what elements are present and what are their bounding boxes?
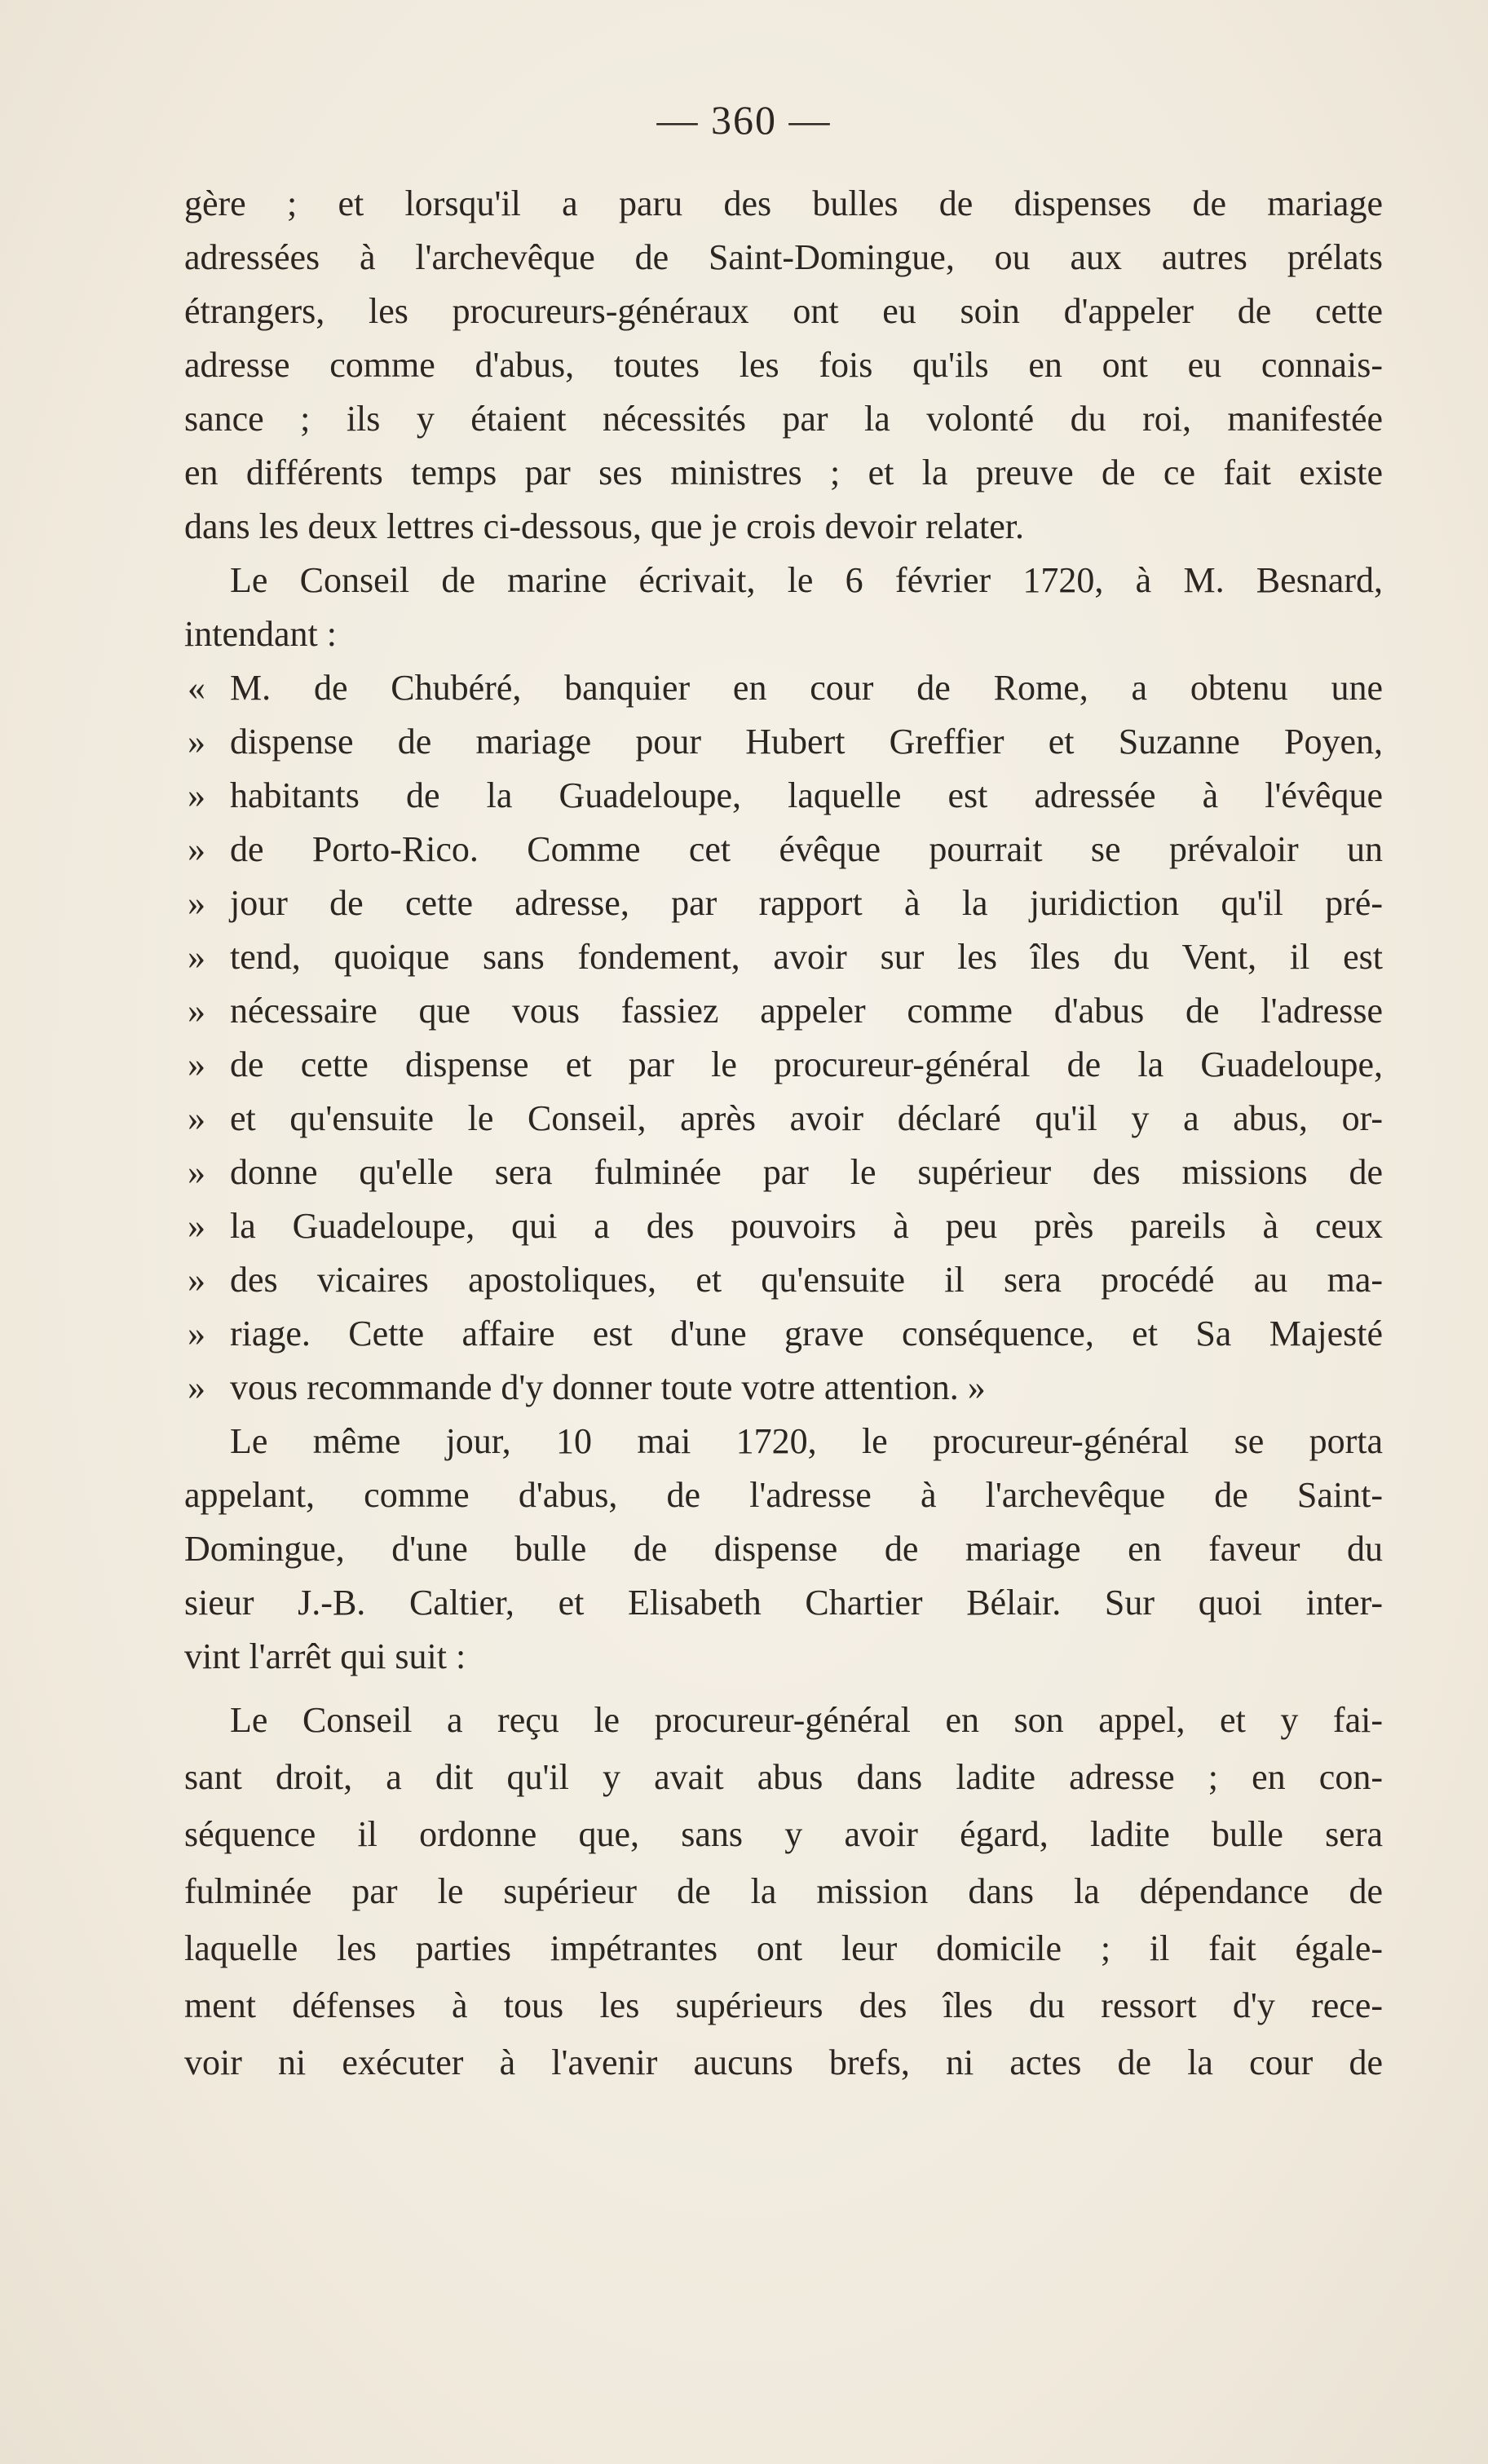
quote-text: et qu'ensuite le Conseil, après avoir déclaré qu'il y a abus, or- <box>230 1098 1383 1138</box>
quote-text: des vicaires apostoliques, et qu'ensuite il sera procédé au ma- <box>230 1260 1383 1300</box>
text-line: voir ni exécuter à l'avenir aucuns brefs, ni actes de la cour de <box>184 2042 1383 2082</box>
quote-line <box>184 1200 1383 1252</box>
quote-line <box>184 1254 1383 1306</box>
text-line: en différents temps par ses ministres ; et la preuve de ce fait existe <box>184 453 1383 492</box>
quote-line <box>184 662 1383 714</box>
quote-continue-mark: » <box>188 1260 205 1300</box>
text-line: séquence il ordonne que, sans y avoir égard, ladite bulle sera <box>184 1814 1383 1854</box>
quote-continue-mark: » <box>188 883 205 923</box>
quote-continue-mark: » <box>188 1098 205 1138</box>
quote-line <box>184 770 1383 822</box>
text-line: vint l'arrêt qui suit : <box>184 1636 466 1676</box>
text-line: intendant : <box>184 614 337 654</box>
quote-text: de Porto-Rico. Comme cet évêque pourrait se prévaloir un <box>230 829 1383 869</box>
quote-continue-mark: » <box>188 722 205 762</box>
quote-continue-mark: » <box>188 1044 205 1084</box>
quote-text: M. de Chubéré, banquier en cour de Rome, a obtenu une <box>230 668 1383 708</box>
quote-text: dispense de mariage pour Hubert Greffier et Suzanne Poyen, <box>230 722 1383 762</box>
quote-line <box>184 1362 1383 1414</box>
quote-line <box>184 1039 1383 1091</box>
text-line: ment défenses à tous les supérieurs des îles du ressort d'y rece- <box>184 1985 1383 2025</box>
text-line: sant droit, a dit qu'il y avait abus dans ladite adresse ; en con- <box>184 1757 1383 1797</box>
quote-line <box>184 1093 1383 1145</box>
text-line: sieur J.-B. Caltier, et Elisabeth Chartier Bélair. Sur quoi inter- <box>184 1583 1383 1623</box>
quote-continue-mark: » <box>188 1152 205 1192</box>
quote-text: tend, quoique sans fondement, avoir sur les îles du Vent, il est <box>230 937 1383 977</box>
text-line: adresse comme d'abus, toutes les fois qu'ils en ont eu connais- <box>184 345 1383 385</box>
text-line: Le Conseil de marine écrivait, le 6 février 1720, à M. Besnard, <box>230 560 1383 600</box>
text-line: Le même jour, 10 mai 1720, le procureur-général se porta <box>230 1421 1383 1461</box>
quote-continue-mark: » <box>188 991 205 1031</box>
text-line: gère ; et lorsqu'il a paru des bulles de dispenses de mariage <box>184 183 1383 223</box>
quote-line <box>184 1146 1383 1199</box>
text-line: étrangers, les procureurs-généraux ont eu soin d'appeler de cette <box>184 291 1383 331</box>
text-line: Le Conseil a reçu le procureur-général en son appel, et y fai- <box>230 1700 1383 1740</box>
quote-continue-mark: » <box>188 1206 205 1246</box>
text-line: sance ; ils y étaient nécessités par la volonté du roi, manifestée <box>184 399 1383 439</box>
quote-text: habitants de la Guadeloupe, laquelle est adressée à l'évêque <box>230 775 1383 815</box>
page-number: — 360 — <box>656 97 832 143</box>
quote-continue-mark: » <box>188 1314 205 1353</box>
quote-line <box>184 931 1383 983</box>
text-line: Domingue, d'une bulle de dispense de mariage en faveur du <box>184 1529 1383 1569</box>
quote-open-mark: « <box>188 668 205 708</box>
quote-text: jour de cette adresse, par rapport à la juridiction qu'il pré- <box>230 883 1383 923</box>
quote-text: la Guadeloupe, qui a des pouvoirs à peu près pareils à ceux <box>230 1206 1383 1246</box>
text-line: adressées à l'archevêque de Saint-Domingue, ou aux autres prélats <box>184 237 1383 277</box>
quote-continue-mark: » <box>188 937 205 977</box>
quote-continue-mark: » <box>188 775 205 815</box>
text-line: dans les deux lettres ci-dessous, que je crois devoir relater. <box>184 506 1025 546</box>
quote-line <box>184 716 1383 768</box>
quote-text: riage. Cette affaire est d'une grave conséquence, et Sa Majesté <box>230 1314 1383 1353</box>
quote-line <box>184 985 1383 1037</box>
text-line: fulminée par le supérieur de la mission dans la dépendance de <box>184 1871 1383 1911</box>
quote-continue-mark: » <box>188 1367 205 1407</box>
quote-line <box>184 824 1383 876</box>
text-line: laquelle les parties impétrantes ont leur domicile ; il fait égale- <box>184 1928 1383 1968</box>
quote-text: vous recommande d'y donner toute votre attention. » <box>230 1367 986 1407</box>
quote-line <box>184 877 1383 930</box>
quote-text: donne qu'elle sera fulminée par le supérieur des missions de <box>230 1152 1383 1192</box>
quote-continue-mark: » <box>188 829 205 869</box>
quote-text: de cette dispense et par le procureur-général de la Guadeloupe, <box>230 1044 1383 1084</box>
quote-text: nécessaire que vous fassiez appeler comme d'abus de l'adresse <box>230 991 1383 1031</box>
quote-line <box>184 1308 1383 1360</box>
text-line: appelant, comme d'abus, de l'adresse à l'archevêque de Saint- <box>184 1475 1383 1515</box>
